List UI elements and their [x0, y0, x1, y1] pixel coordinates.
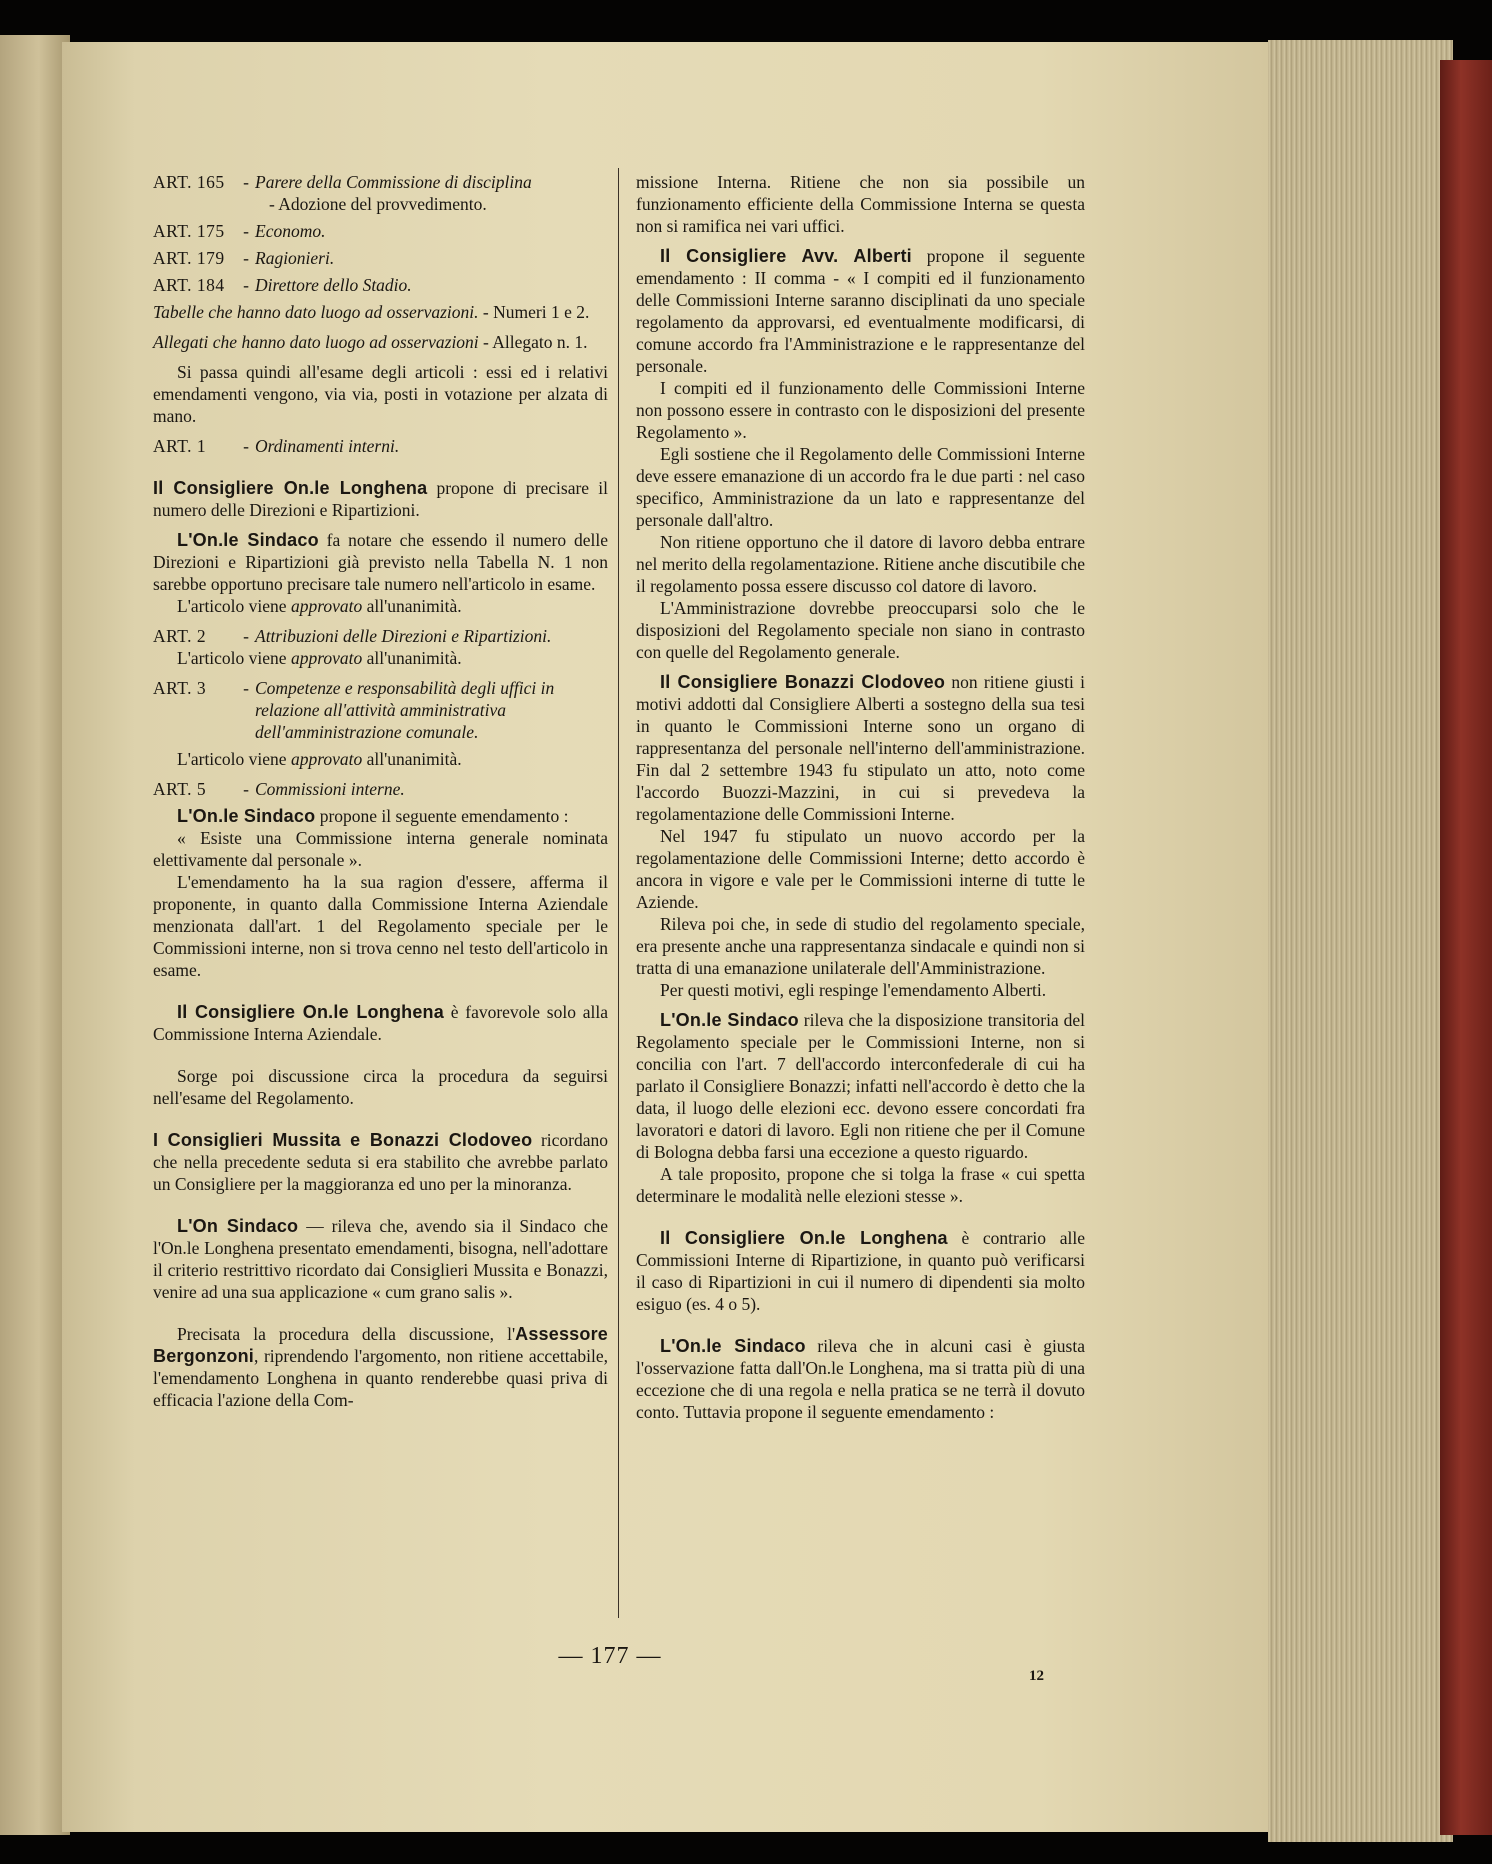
speaker-paragraph: [636, 1227, 1085, 1315]
article-dash: -: [243, 626, 249, 646]
speaker-name: Assessore Bergonzoni: [153, 1324, 608, 1366]
speaker-name: L'On.le Sindaco: [660, 1010, 799, 1030]
paragraph: Nel 1947 fu stipulato un nuovo accordo per la regolamentazione delle Commissioni Interne; detto accordo è ancora in vigore e vale per le Commissioni interne di tutte le Aziende.: [636, 826, 1085, 912]
left-column: [153, 171, 608, 1419]
speaker-text: è contrario alle Commissioni Interne di Ripartizione, in quanto può verificarsi il caso di Ripartizioni in cui il numero di dipendenti sia molto esiguo (es. 4 o 5).: [636, 1228, 1085, 1314]
speaker-paragraph: [153, 477, 608, 521]
article-dash: -: [243, 248, 249, 268]
speaker-text: propone di precisare il numero delle Direzioni e Ripartizioni.: [153, 478, 608, 520]
paragraph: Egli sostiene che il Regolamento delle Commissioni Interne deve essere emanazione di un accordo fra le due parti : nel caso specifico, Amministrazione da un lato e rappresentanze del personale dall'altro.: [636, 444, 1085, 530]
speaker-name: L'On.le Sindaco: [177, 806, 316, 826]
article-heading: [153, 171, 608, 215]
article-label: ART. 5: [153, 779, 207, 799]
article-label: ART. 3: [153, 678, 207, 698]
paragraph: Si passa quindi all'esame degli articoli : essi ed i relativi emendamenti vengono, via via, posti in votazione per alzata di mano.: [153, 362, 608, 426]
article-dash: -: [243, 221, 249, 241]
article-dash: -: [243, 275, 249, 295]
speaker-paragraph: [153, 1129, 608, 1195]
vote-text: L'articolo viene: [177, 749, 287, 769]
speaker-name: Il Consigliere On.le Longhena: [177, 1002, 444, 1022]
article-heading: [153, 677, 608, 743]
vote-text: all'unanimità.: [366, 596, 462, 616]
left-page-edge: [0, 35, 70, 1835]
note-italic: Allegati che hanno dato luogo ad osservazioni: [153, 332, 479, 352]
speaker-text: rileva che la disposizione transitoria del Regolamento speciale per le Commissioni Interne, non si concilia con l'art. 7 dell'accordo interconfederale di cui ha parlato il Consigliere Bonazzi; infatti nell'accordo è detto che la data, il luogo delle elezioni ecc. devono essere concordati fra lavoratori e datori di lavoro. Egli non ritiene che per il Comune di Bologna debba farsi una eccezione a questo riguardo.: [636, 1010, 1085, 1162]
speaker-text: rileva che in alcuni casi è giusta l'osservazione fatta dall'On.le Longhena, ma si tratta più di una eccezione che di una regola e nella pratica se ne terrà il dovuto conto. Tuttavia propone il seguente emendamento :: [636, 1336, 1085, 1422]
article-dash: -: [243, 779, 249, 799]
article-title-text: Parere della Commissione di disciplina: [255, 172, 532, 192]
paragraph: L'Amministrazione dovrebbe preoccuparsi solo che le disposizioni del Regolamento speciale non siano in contrasto con quelle del Regolamento generale.: [636, 598, 1085, 662]
speaker-name: L'On.le Sindaco: [177, 530, 319, 550]
paragraph: Per questi motivi, egli respinge l'emendamento Alberti.: [660, 980, 1047, 1000]
vote-result: [153, 647, 608, 669]
speaker-name: Il Consigliere On.le Longhena: [153, 478, 428, 498]
speaker-name: Il Consigliere Avv. Alberti: [660, 246, 912, 266]
speaker-name: L'On.le Sindaco: [660, 1336, 806, 1356]
article-heading: [153, 274, 608, 296]
paragraph: I compiti ed il funzionamento delle Commissioni Interne non possono essere in contrasto con le disposizioni del presente Regolamento ».: [636, 378, 1085, 442]
vote-text: L'articolo viene: [177, 596, 287, 616]
book-cover-edge: [1440, 60, 1492, 1835]
speaker-name: Il Consigliere Bonazzi Clodoveo: [660, 672, 946, 692]
page-stack-edge: [1268, 40, 1453, 1842]
allegati-note: [153, 331, 608, 353]
article-title: [255, 171, 608, 215]
article-dash: -: [243, 172, 249, 192]
vote-outcome: approvato: [290, 596, 363, 616]
vote-result: [153, 748, 608, 770]
speaker-paragraph: [636, 245, 1085, 377]
speaker-paragraph: [636, 671, 1085, 825]
vote-outcome: approvato: [290, 749, 363, 769]
tabelle-note: [153, 301, 608, 323]
article-title: Ordinamenti interni.: [255, 436, 400, 456]
article-title: Ragionieri.: [255, 248, 335, 268]
article-label: ART. 179: [153, 248, 225, 268]
note-italic: Tabelle che hanno dato luogo ad osservazioni.: [153, 302, 479, 322]
article-title: Commissioni interne.: [255, 779, 405, 799]
note-text: - Numeri 1 e 2.: [482, 302, 590, 322]
paragraph: Sorge poi discussione circa la procedura da seguirsi nell'esame del Regolamento.: [153, 1066, 608, 1108]
paragraph: A tale proposito, propone che si tolga la frase « cui spetta determinare le modalità nelle elezioni stesse ».: [636, 1164, 1085, 1206]
speaker-text: non ritiene giusti i motivi addotti dal Consigliere Alberti a sostegno della sua tesi in quanto le Commissioni Interne sono un organo di rappresentanza del personale nell'interno dell'amministrazione. Fin dal 2 settembre 1943 fu stipulato un atto, noto come l'accordo Buozzi-Mazzini, in cui si prevedeva la regolamentazione delle Commissioni Interne.: [636, 672, 1085, 824]
vote-text: all'unanimità.: [366, 749, 462, 769]
speaker-paragraph: [636, 1335, 1085, 1423]
quoted-amendment: « Esiste una Commissione interna generale nominata elettivamente dal personale ».: [153, 828, 608, 870]
paragraph: missione Interna. Ritiene che non sia possibile un funzionamento efficiente della Commissione Interna se questa non si ramifica nei vari uffici.: [636, 172, 1085, 236]
speaker-text: propone il seguente emendamento : II comma - « I compiti ed il funzionamento delle Commissioni Interne saranno disciplinati da uno speciale regolamento da approvarsi, ed eventualmente modificarsi, di comune accordo fra l'Amministrazione e le rappresentanze del personale.: [636, 246, 1085, 376]
right-column: [636, 171, 1085, 1431]
article-subtitle: - Adozione del provvedimento.: [269, 194, 487, 214]
speaker-text: fa notare che essendo il numero delle Direzioni e Ripartizioni già previsto nella Tabella N. 1 non sarebbe opportuno precisare tale numero nell'articolo in esame.: [153, 530, 608, 594]
speaker-name: L'On Sindaco: [177, 1216, 299, 1236]
article-title: Competenze e responsabilità degli uffici in relazione all'attività amministrativa dell'amministrazione comunale.: [255, 678, 555, 742]
paragraph: Rileva poi che, in sede di studio del regolamento speciale, era presente anche una rappresentanza sindacale e quindi non si tratta di una emanazione unilaterale dell'Amministrazione.: [636, 914, 1085, 978]
article-label: ART. 184: [153, 275, 225, 295]
article-heading: [153, 435, 608, 457]
article-label: ART. 165: [153, 172, 225, 192]
speaker-paragraph: [153, 529, 608, 595]
speaker-text: propone il seguente emendamento :: [319, 806, 569, 826]
column-divider: [618, 168, 619, 1618]
article-heading: [153, 625, 608, 647]
speaker-paragraph: [636, 1009, 1085, 1163]
speaker-name: I Consiglieri Mussita e Bonazzi Clodoveo: [153, 1130, 533, 1150]
paragraph: [153, 1323, 608, 1411]
vote-text: L'articolo viene: [177, 648, 287, 668]
speaker-text: — rileva che, avendo sia il Sindaco che l'On.le Longhena presentato emendamenti, bisogna, nell'adottare il criterio restrittivo ricordato dai Consiglieri Mussita e Bonazzi, venire ad una sua applicazione « cum grano salis ».: [153, 1216, 609, 1302]
article-label: ART. 2: [153, 626, 207, 646]
vote-outcome: approvato: [290, 648, 363, 668]
speaker-paragraph: [153, 805, 608, 827]
article-title: Economo.: [255, 221, 326, 241]
article-label: ART. 175: [153, 221, 225, 241]
note-text: - Allegato n. 1.: [483, 332, 588, 352]
speaker-text: è favorevole solo alla Commissione Interna Aziendale.: [153, 1002, 608, 1044]
paragraph: L'emendamento ha la sua ragion d'essere, afferma il proponente, in quanto dalla Commissione Interna Aziendale menzionata dall'art. 1 del Regolamento speciale per le Commissioni interne, non si trova cenno nel testo dell'articolo in esame.: [153, 872, 608, 980]
signature-mark: 12: [1029, 1668, 1044, 1684]
article-title: Direttore dello Stadio.: [255, 275, 412, 295]
speaker-paragraph: [153, 1001, 608, 1045]
vote-text: all'unanimità.: [366, 648, 462, 668]
paragraph-text: , riprendendo l'argomento, non ritiene accettabile, l'emendamento Longhena in quanto renderebbe quasi priva di efficacia l'azione della Com-: [153, 1346, 608, 1410]
speaker-name: Il Consigliere On.le Longhena: [660, 1228, 948, 1248]
article-heading: [153, 247, 608, 269]
article-title: Attribuzioni delle Direzioni e Ripartizioni.: [255, 626, 552, 646]
speaker-text: ricordano che nella precedente seduta si era stabilito che avrebbe parlato un Consigliere per la maggioranza ed uno per la minoranza.: [153, 1130, 608, 1194]
article-heading: [153, 778, 608, 800]
page-number: — 177 —: [558, 1643, 662, 1669]
article-heading: [153, 220, 608, 242]
article-dash: -: [243, 436, 249, 456]
paragraph-text: Precisata la procedura della discussione, l': [177, 1324, 516, 1344]
article-dash: -: [243, 678, 249, 698]
vote-result: [153, 595, 608, 617]
speaker-paragraph: [153, 1215, 608, 1303]
article-label: ART. 1: [153, 436, 207, 456]
paragraph: Non ritiene opportuno che il datore di lavoro debba entrare nel merito della regolamentazione. Ritiene anche discutibile che il regolamento possa essere discusso col datore di lavoro.: [636, 532, 1085, 596]
